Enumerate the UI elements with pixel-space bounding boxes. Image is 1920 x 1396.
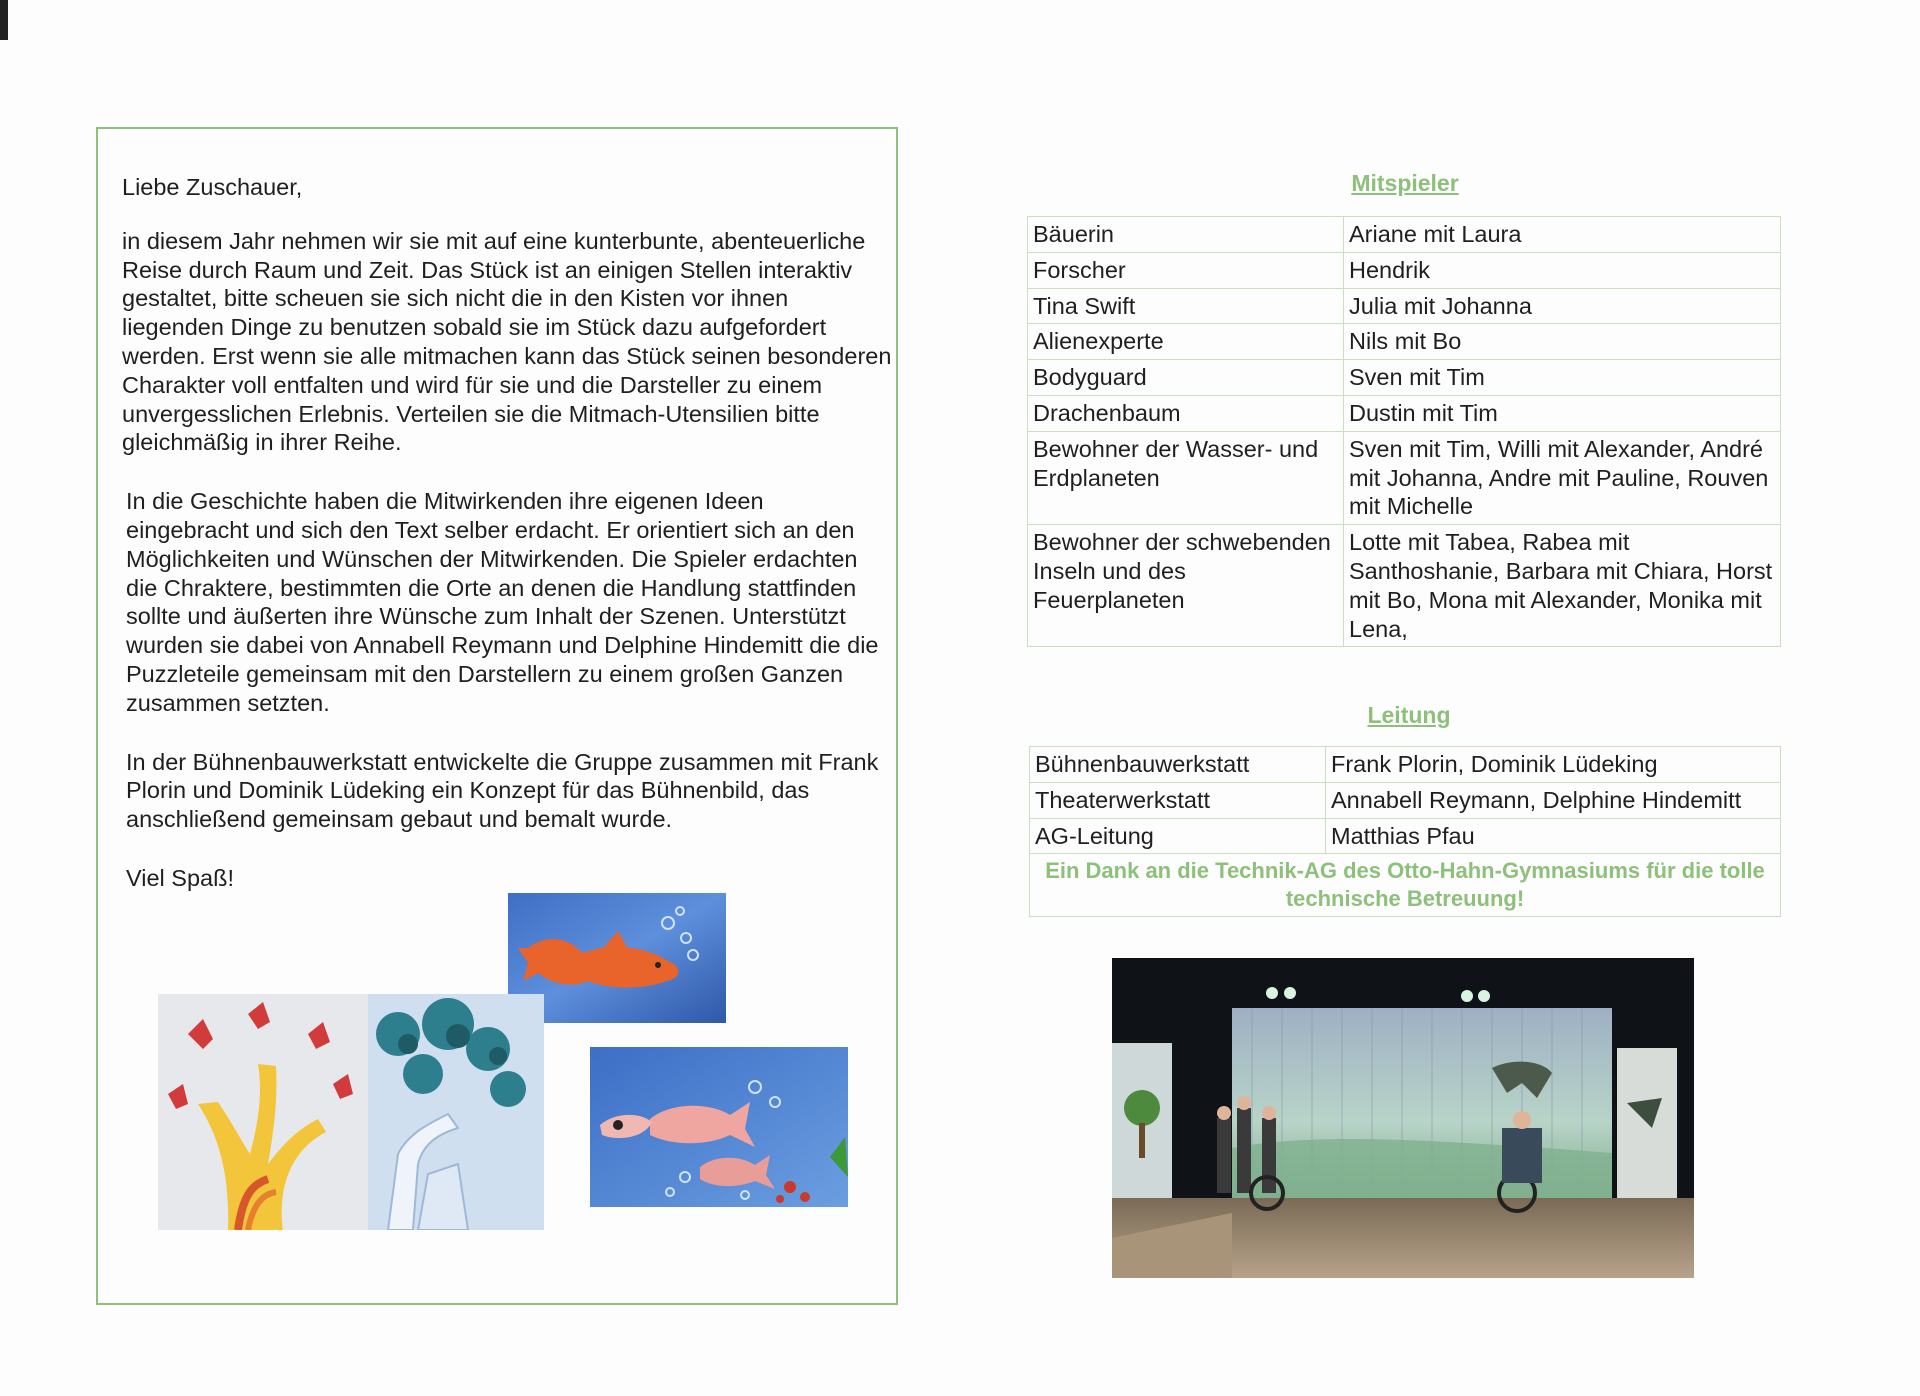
table-row <box>1028 360 1781 396</box>
players-cell: Hendrik <box>1344 252 1781 288</box>
leitung-table <box>1029 746 1781 917</box>
names-cell: Annabell Reymann, Delphine Hindemitt <box>1326 782 1781 818</box>
players-cell: Nils mit Bo <box>1344 324 1781 360</box>
letter-paragraph-1: in diesem Jahr nehmen wir sie mit auf eine kunterbunte, abenteuerliche Reise durch Raum und Zeit. Das Stück ist an einigen Stellen interaktiv gestaltet, bitte scheuen sie sich nicht die in den Kisten vor ihnen liegenden Dinge zu benutzen sobald sie im Stück dazu aufgefordert werden. Erst wenn sie alle mitmachen kann das Stück seinen besonderen Charakter voll entfalten und wird für sie und die Darsteller zu einem unvergesslichen Erlebnis. Verteilen sie die Mitmach-Utensilien bitte gleichmäßig in ihrer Reihe. <box>122 227 892 456</box>
table-row <box>1028 525 1781 647</box>
table-row <box>1028 431 1781 524</box>
letter-paragraph-2: In die Geschichte haben die Mitwirkenden ihre eigenen Ideen eingebracht und sich den Text selber erdacht. Er orientiert sich an den Möglichkeiten und Wünschen der Mitwirkenden. Die Spieler erdachten die Chraktere, bestimmten die Orte an denen die Handlung stattfinden sollte und äußerten ihre Wünsche zum Inhalt der Szenen. Unterstützt wurden sie dabei von Annabell Reymann und Delphine Hindemitt die die Puzzleteile gemeinsam mit den Darstellern zu einem großen Ganzen zusammen setzten. <box>126 488 879 716</box>
table-row <box>1030 747 1781 783</box>
table-row <box>1028 252 1781 288</box>
letter-text <box>122 173 892 923</box>
role-cell: Bäuerin <box>1028 217 1344 253</box>
players-cell: Ariane mit Laura <box>1344 217 1781 253</box>
role-cell: Tina Swift <box>1028 288 1344 324</box>
letter-frame <box>96 127 898 1305</box>
table-row <box>1030 854 1781 917</box>
players-cell: Dustin mit Tim <box>1344 395 1781 431</box>
role-cell: Bodyguard <box>1028 360 1344 396</box>
players-cell: Lotte mit Tabea, Rabea mit Santhoshanie, Barbara mit Chiara, Horst mit Bo, Mona mit Alexander, Monika mit Lena, <box>1344 525 1781 647</box>
leitung-heading: Leitung <box>1367 702 1451 728</box>
role-cell: Forscher <box>1028 252 1344 288</box>
names-cell: Matthias Pfau <box>1326 818 1781 854</box>
role-cell: Bewohner der schwebenden Inseln und des Feuerplaneten <box>1028 525 1344 647</box>
table-row <box>1028 324 1781 360</box>
table-row <box>1030 818 1781 854</box>
letter-greeting: Liebe Zuschauer, <box>122 174 303 200</box>
scan-corner-mark <box>0 0 8 40</box>
role-cell: Alienexperte <box>1028 324 1344 360</box>
players-cell: Sven mit Tim, Willi mit Alexander, André mit Johanna, Andre mit Pauline, Rouven mit Michelle <box>1344 431 1781 524</box>
players-cell: Sven mit Tim <box>1344 360 1781 396</box>
table-row <box>1028 395 1781 431</box>
cast-table <box>1027 216 1781 647</box>
names-cell: Frank Plorin, Dominik Lüdeking <box>1326 747 1781 783</box>
role-cell: Bewohner der Wasser- und Erdplaneten <box>1028 431 1344 524</box>
stage-photo <box>1112 958 1694 1278</box>
fish-group-photo <box>590 1047 848 1207</box>
role-cell: AG-Leitung <box>1030 818 1326 854</box>
tree-photo <box>158 994 544 1230</box>
role-cell: Theaterwerkstatt <box>1030 782 1326 818</box>
table-row <box>1028 217 1781 253</box>
role-cell: Bühnenbauwerkstatt <box>1030 747 1326 783</box>
table-row <box>1030 782 1781 818</box>
mitspieler-heading: Mitspieler <box>1351 170 1459 196</box>
thanks-note: Ein Dank an die Technik-AG des Otto-Hahn-Gymnasiums für die tolle technische Betreuung! <box>1030 854 1781 917</box>
players-cell: Julia mit Johanna <box>1344 288 1781 324</box>
letter-closing: Viel Spaß! <box>126 864 234 891</box>
role-cell: Drachenbaum <box>1028 395 1344 431</box>
letter-paragraph-3: In der Bühnenbauwerkstatt entwickelte die Gruppe zusammen mit Frank Plorin und Dominik Lüdeking ein Konzept für das Bühnenbild, das anschließend gemeinsam gebaut und bemalt wurde. <box>126 748 879 833</box>
table-row <box>1028 288 1781 324</box>
